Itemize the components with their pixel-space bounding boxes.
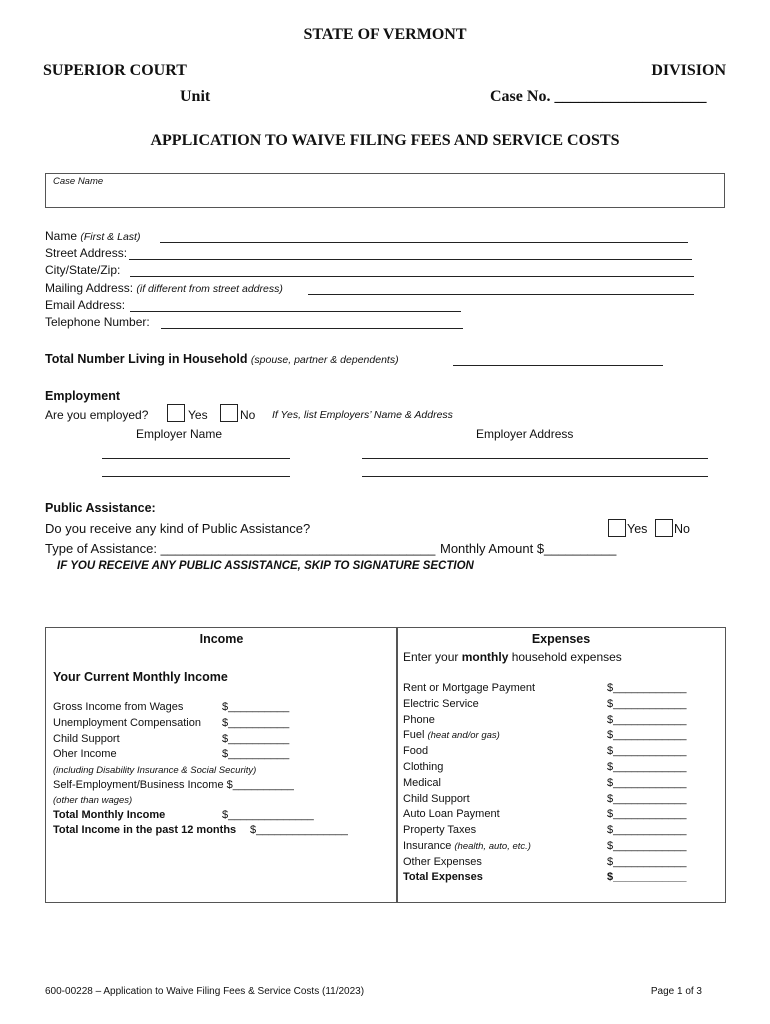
expense-fill[interactable]: $____________: [607, 824, 687, 837]
expense-row: Rent or Mortgage Payment: [403, 682, 536, 694]
email-address-field[interactable]: [130, 311, 461, 312]
email-address-label: Email Address:: [45, 298, 126, 312]
income-panel: [45, 627, 398, 903]
income-row: Unemployment Compensation: [53, 717, 201, 729]
employer-hint: If Yes, list Employers’ Name & Address: [272, 409, 453, 421]
expense-row: Other Expenses: [403, 855, 482, 868]
employed-yes-checkbox[interactable]: [167, 404, 185, 422]
city-state-zip-field[interactable]: [130, 276, 694, 277]
household-count-field[interactable]: [453, 365, 663, 366]
name-field[interactable]: [160, 242, 688, 243]
expense-fill[interactable]: $____________: [607, 729, 687, 742]
mailing-address-label: Mailing Address: (if different from street address): [45, 281, 283, 295]
state-heading: STATE OF VERMONT: [303, 26, 467, 43]
case-number-field[interactable]: Case No. ___________________: [490, 88, 707, 105]
telephone-field[interactable]: [161, 328, 463, 329]
public-assistance-heading: Public Assistance:: [45, 501, 156, 515]
income-subtitle: Your Current Monthly Income: [53, 670, 228, 684]
self-employment-field[interactable]: Self-Employment/Business Income $__________: [53, 779, 294, 791]
case-name-field[interactable]: [45, 173, 725, 208]
monthly-amount-field[interactable]: Monthly Amount $__________: [440, 541, 617, 556]
mailing-address-field[interactable]: [308, 294, 694, 295]
expense-fill[interactable]: $____________: [607, 855, 687, 868]
income-fill[interactable]: $__________: [222, 733, 290, 745]
expense-row: Property Taxes: [403, 824, 477, 837]
self-employment-note: (other than wages): [53, 795, 133, 806]
employer-address-field-1[interactable]: [362, 458, 708, 459]
expense-row: Insurance (health, auto, etc.): [403, 840, 531, 852]
other-income-note: (including Disability Insurance & Social Security): [53, 765, 257, 776]
total-monthly-income-field[interactable]: $______________: [222, 809, 314, 821]
expenses-intro: Enter your monthly household expenses: [403, 650, 622, 664]
employer-name-header: Employer Name: [136, 427, 223, 441]
street-address-field[interactable]: [129, 259, 692, 260]
case-name-label: Case Name: [53, 176, 104, 187]
household-label: Total Number Living in Household (spouse, partner & dependents): [45, 352, 399, 366]
employment-heading: Employment: [45, 389, 121, 403]
court-heading: SUPERIOR COURT: [43, 62, 187, 79]
total-12-month-income-field[interactable]: $_______________: [250, 824, 348, 836]
expense-row: Electric Service: [403, 697, 479, 710]
employed-yes-label: Yes: [188, 408, 208, 422]
city-state-zip-label: City/State/Zip:: [45, 263, 121, 277]
income-fill[interactable]: $__________: [222, 717, 290, 729]
expense-fill[interactable]: $____________: [607, 840, 687, 852]
expense-fill[interactable]: $____________: [607, 776, 687, 789]
income-row: Gross Income from Wages: [53, 701, 184, 713]
division-heading: DIVISION: [651, 62, 726, 79]
assistance-no-label: No: [674, 522, 690, 536]
name-label: Name (First & Last): [45, 229, 141, 243]
expense-row: Child Support: [403, 792, 470, 805]
employed-no-checkbox[interactable]: [220, 404, 238, 422]
expense-fill[interactable]: $____________: [607, 713, 687, 726]
skip-note: IF YOU RECEIVE ANY PUBLIC ASSISTANCE, SKIP TO SIGNATURE SECTION: [57, 560, 474, 572]
expenses-panel: [396, 627, 726, 903]
street-address-label: Street Address:: [45, 246, 128, 260]
expense-row: Auto Loan Payment: [403, 808, 500, 821]
employer-address-header: Employer Address: [476, 427, 574, 441]
expense-fill[interactable]: $____________: [607, 745, 687, 758]
footer-page-number: Page 1 of 3: [650, 986, 702, 997]
total-expenses-label: Total Expenses: [403, 871, 483, 883]
footer-form-id: 600-00228 – Application to Waive Filing Fees & Service Costs (11/2023): [45, 986, 365, 997]
assistance-type-field[interactable]: Type of Assistance: ______________________________________: [45, 541, 436, 556]
expense-fill[interactable]: $____________: [607, 761, 687, 773]
expenses-title: Expenses: [531, 632, 591, 646]
assistance-no-checkbox[interactable]: [655, 519, 673, 537]
public-assistance-question: Do you receive any kind of Public Assistance?: [45, 521, 311, 536]
expense-row: Phone: [403, 713, 435, 726]
income-fill[interactable]: $__________: [222, 701, 290, 713]
expense-row: Medical: [403, 776, 441, 789]
total-12-month-income-label: Total Income in the past 12 months: [53, 824, 237, 836]
expense-row: Clothing: [403, 761, 444, 773]
expense-fill[interactable]: $____________: [607, 792, 687, 805]
employed-no-label: No: [240, 408, 256, 422]
assistance-yes-label: Yes: [627, 522, 648, 536]
income-row: Child Support: [53, 733, 120, 745]
expense-fill[interactable]: $____________: [607, 808, 687, 821]
income-fill[interactable]: $__________: [222, 748, 290, 760]
telephone-label: Telephone Number:: [45, 315, 150, 329]
total-monthly-income-label: Total Monthly Income: [53, 809, 166, 821]
employer-name-field-2[interactable]: [102, 476, 290, 477]
total-expenses-field[interactable]: $____________: [607, 871, 687, 883]
income-row: Oher Income: [53, 748, 117, 760]
expense-row: Food: [403, 745, 429, 758]
employer-address-field-2[interactable]: [362, 476, 708, 477]
employer-name-field-1[interactable]: [102, 458, 290, 459]
form-title: APPLICATION TO WAIVE FILING FEES AND SERVICE COSTS: [150, 132, 620, 149]
expense-fill[interactable]: $____________: [607, 682, 687, 694]
unit-heading: Unit: [180, 88, 211, 105]
expense-fill[interactable]: $____________: [607, 697, 687, 710]
employed-question: Are you employed?: [45, 408, 149, 422]
assistance-yes-checkbox[interactable]: [608, 519, 626, 537]
income-title: Income: [199, 632, 244, 646]
expense-row: Fuel (heat and/or gas): [403, 729, 500, 742]
